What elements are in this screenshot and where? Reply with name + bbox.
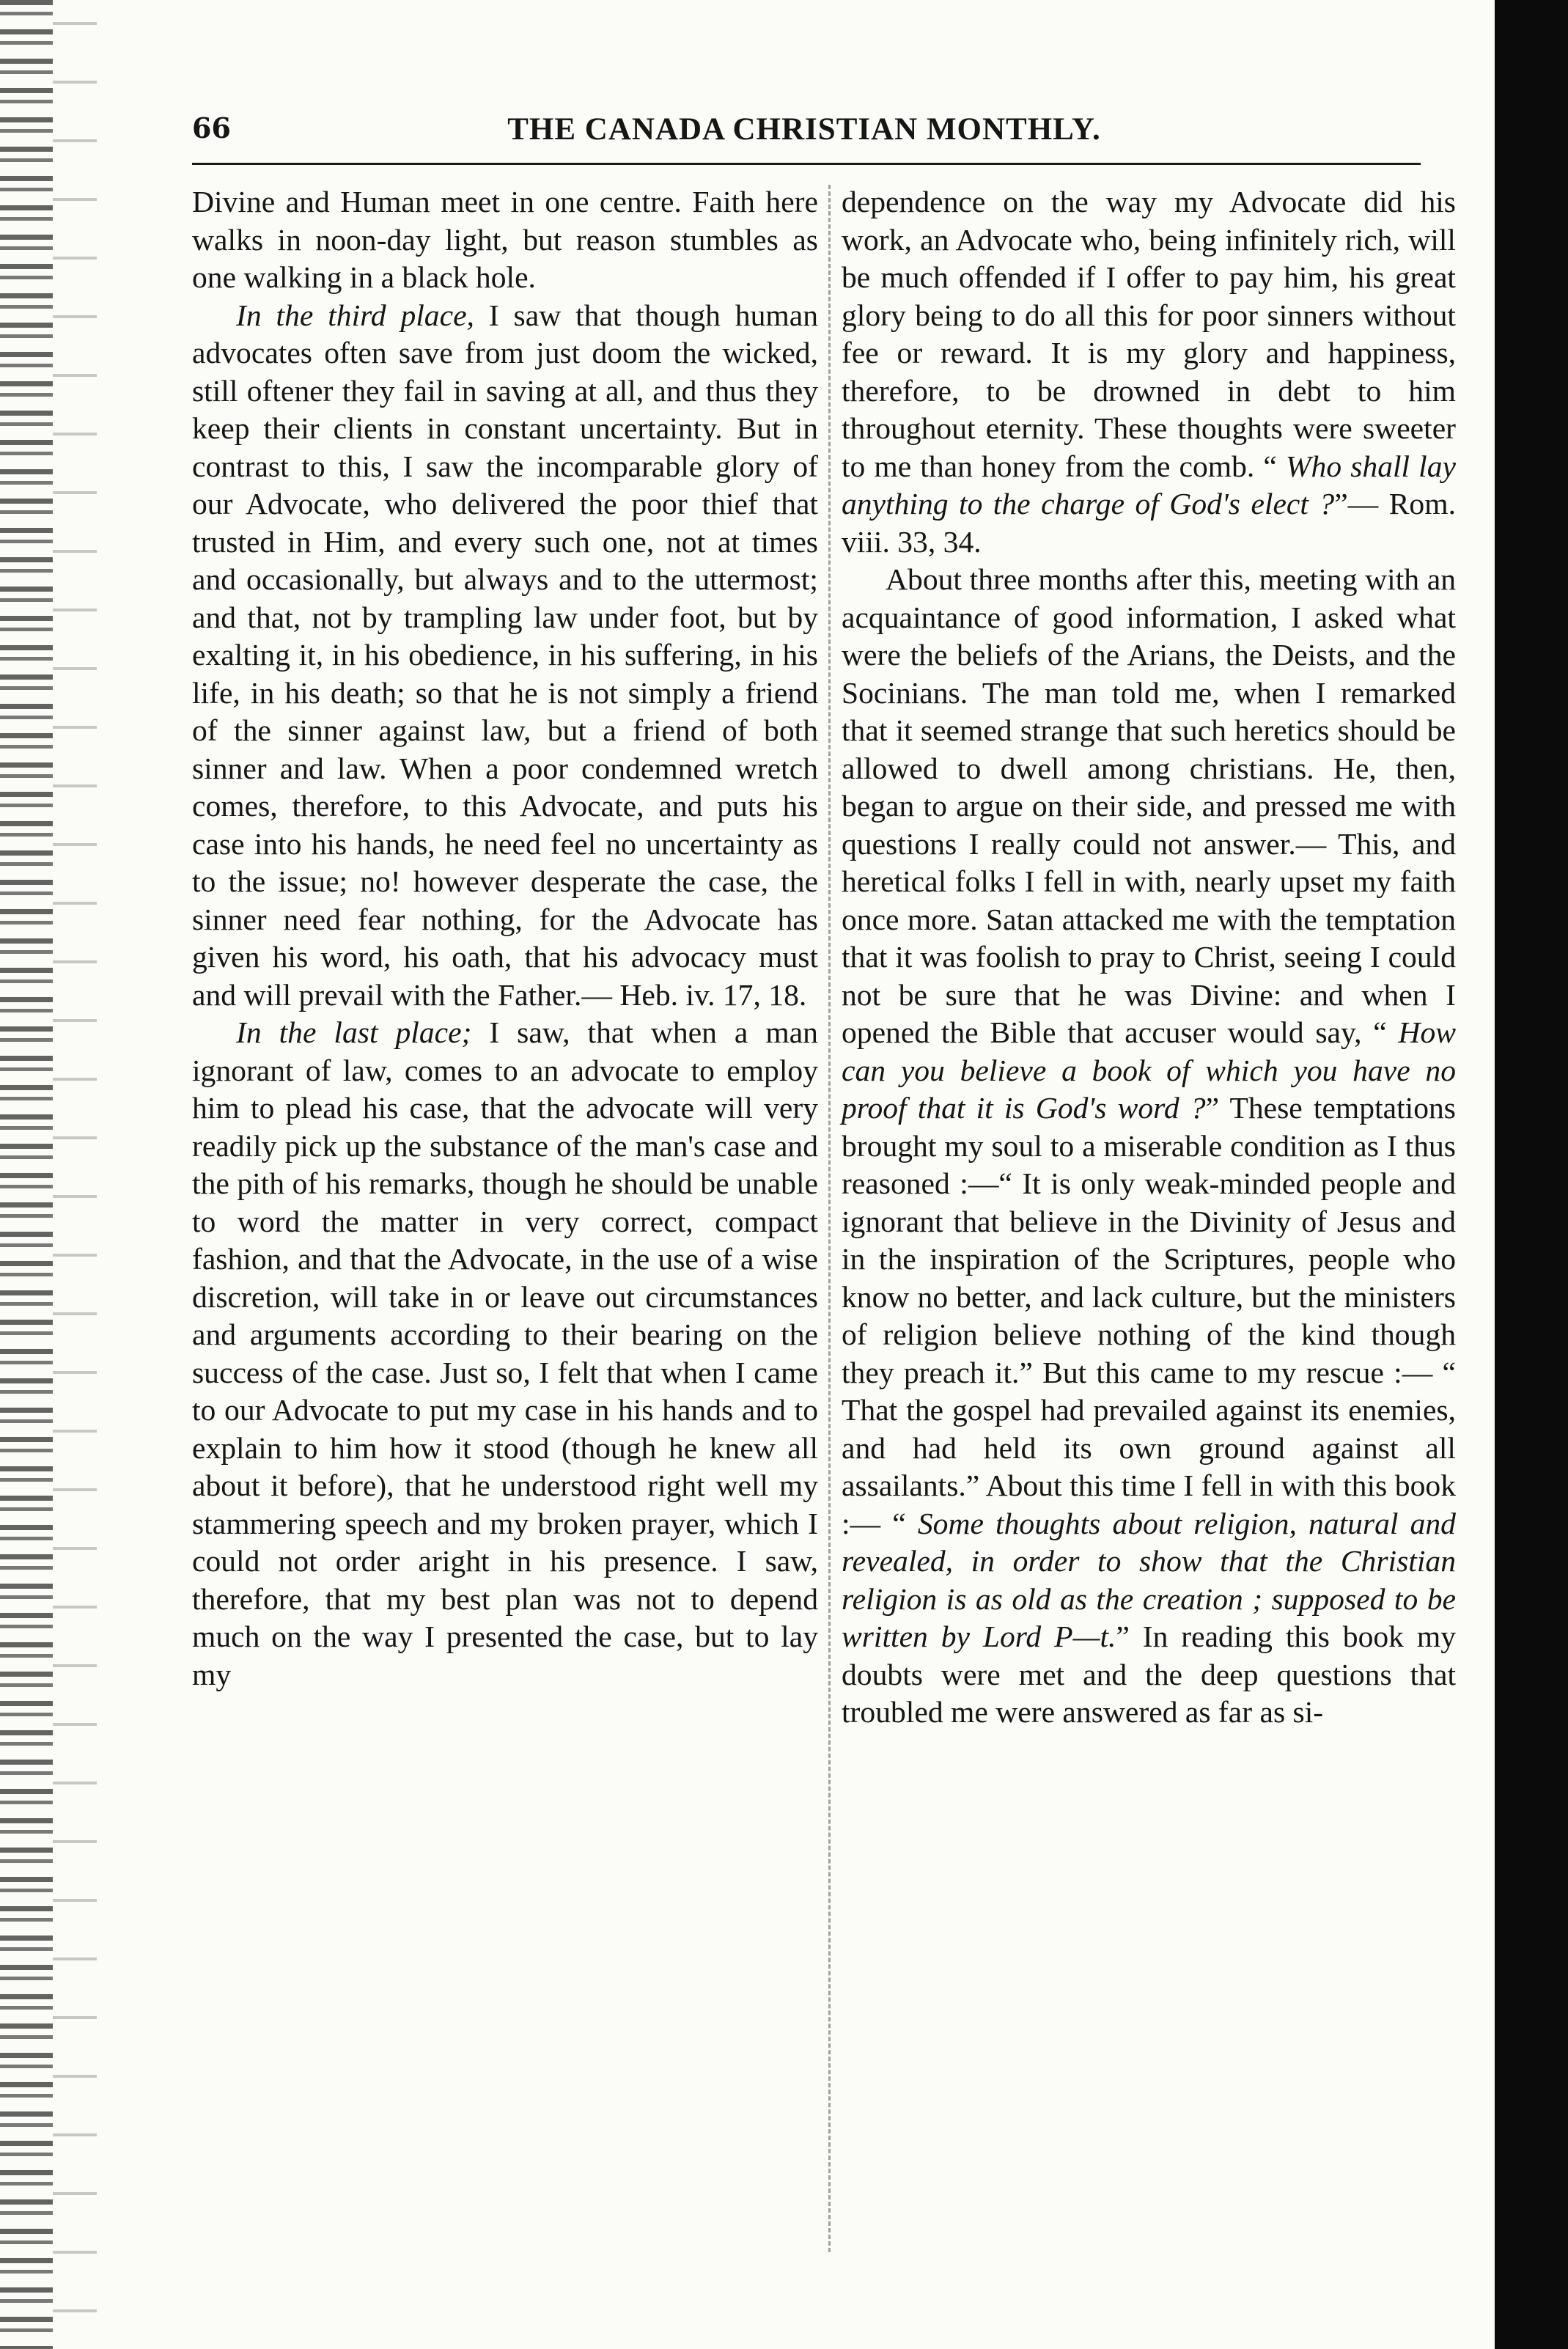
left-paragraph-3-text: I saw, that when a man ignorant of law, comes to an advocate to employ him to plead his case, that the advocate will very readily pick up the substance of the man's case and the pith of his remarks, though he should be unable to word the matter in very correct, compact fashion, and that the Advocate, in the use of a wise discretion, will take in or leave out circumstances and arguments according to their bearing on the success of the case. Just so, I felt that when I came to our Advocate to put my case in his hands and to explain to him how it stood (though he knew all about it before), that he understood right well my stammering speech and my broken prayer, which I could not order aright in his presence. I saw, therefore, that my best plan was not to depend much on the way I presented the case, but to lay my (192, 1015, 818, 1691)
right-paragraph-2-book-title: Some thoughts about religion, natural and revealed, in order to show that the Christian religion is as old as the creation ; supposed to be written by Lord P—t. (842, 1506, 1456, 1653)
running-title: THE CANADA CHRISTIAN MONTHLY. (507, 112, 1101, 147)
page-number: 66 (192, 111, 231, 144)
right-paragraph-2-text-a: About three months after this, meeting with an acquaintance of good information, I asked what were the beliefs of the Arians, the Deists, and the Socinians. The man told me, when I remarked that it seemed strange that such heretics should be allowed to dwell among christians. He, then, began to argue on their side, and pressed me with questions I really could not answer.— This, and heretical folks I fell in with, nearly upset my faith once more. Satan attacked me with the temptation that it was foolish to pray to Christ, seeing I could not be sure that he was Divine: and when I opened the Bible that accuser would say, “ (842, 562, 1456, 1049)
page-scan-left-edge (0, 0, 53, 2349)
right-paragraph-1-text: dependence on the way my Advocate did his work, an Advocate who, being infinitely rich, will be much offended if I offer to pay him, his great glory being to do all this for poor sinners without fee or reward. It is my glory and happiness, therefore, to be drowned in debt to him throughout eternity. These thoughts were sweeter to me than honey from the comb. “ (842, 185, 1456, 483)
right-paragraph-1-quote: Who shall lay anything to the charge of God's elect ? (842, 449, 1456, 521)
right-paragraph-1 (842, 183, 1456, 561)
right-paragraph-2-quote-1: How can you believe a book of which you have no proof that it is God's word ? (842, 1015, 1456, 1125)
left-paragraph-3 (192, 1014, 818, 1694)
header-rule (192, 163, 1421, 165)
right-paragraph-2-text-c: ” In reading this book my doubts were met and the deep questions that troubled me were answered as far as si- (842, 1620, 1456, 1729)
page-scan-left-shadow (53, 0, 97, 2349)
right-paragraph-2-text-b: ” These temptations brought my soul to a miserable condition as I thus reasoned :—“ It is only weak-minded people and ignorant that believe in the Divinity of Jesus and in the inspiration of the Scriptures, people who know no better, and lack culture, but the ministers of religion believe nothing of the kind though they preach it.” But this came to my rescue :— “ That the gospel had prevailed against its enemies, and had held its own ground against all assailants.” About this time I fell in with this book :— “ (842, 1091, 1456, 1540)
right-paragraph-1-citation: ”— Rom. viii. 33, 34. (842, 487, 1456, 559)
page-header (192, 111, 1416, 163)
right-column (842, 183, 1456, 1732)
left-paragraph-3-lead: In the last place; (236, 1015, 472, 1049)
left-paragraph-2-lead: In the third place, (236, 298, 474, 332)
column-separator (828, 185, 831, 2252)
left-paragraph-1: Divine and Human meet in one centre. Faith here walks in noon-day light, but reason stumbles as one walking in a black hole. (192, 185, 818, 294)
left-paragraph-2 (192, 297, 818, 1015)
right-paragraph-2 (842, 561, 1456, 1732)
left-paragraph-2-text: I saw that though human advocates often save from just doom the wicked, still oftener they fail in saving at all, and thus they keep their clients in constant uncertainty. But in contrast to this, I saw the incomparable glory of our Advocate, who delivered the poor thief that trusted in Him, and every such one, not at times and occasionally, but always and to the uttermost; and that, not by trampling law under foot, but by exalting it, in his obedience, in his suffering, in his life, in his death; so that he is not simply a friend of the sinner against law, but a friend of both sinner and law. When a poor condemned wretch comes, therefore, to this Advocate, and puts his case into his hands, he need feel no uncertainty as to the issue; no! however desperate the case, the sinner need fear nothing, for the Advocate has given his word, his oath, that his advocacy must and will prevail with the Father.— Heb. iv. 17, 18. (192, 298, 818, 1012)
page-scan-right-edge (1495, 0, 1568, 2349)
left-column (192, 183, 818, 1694)
